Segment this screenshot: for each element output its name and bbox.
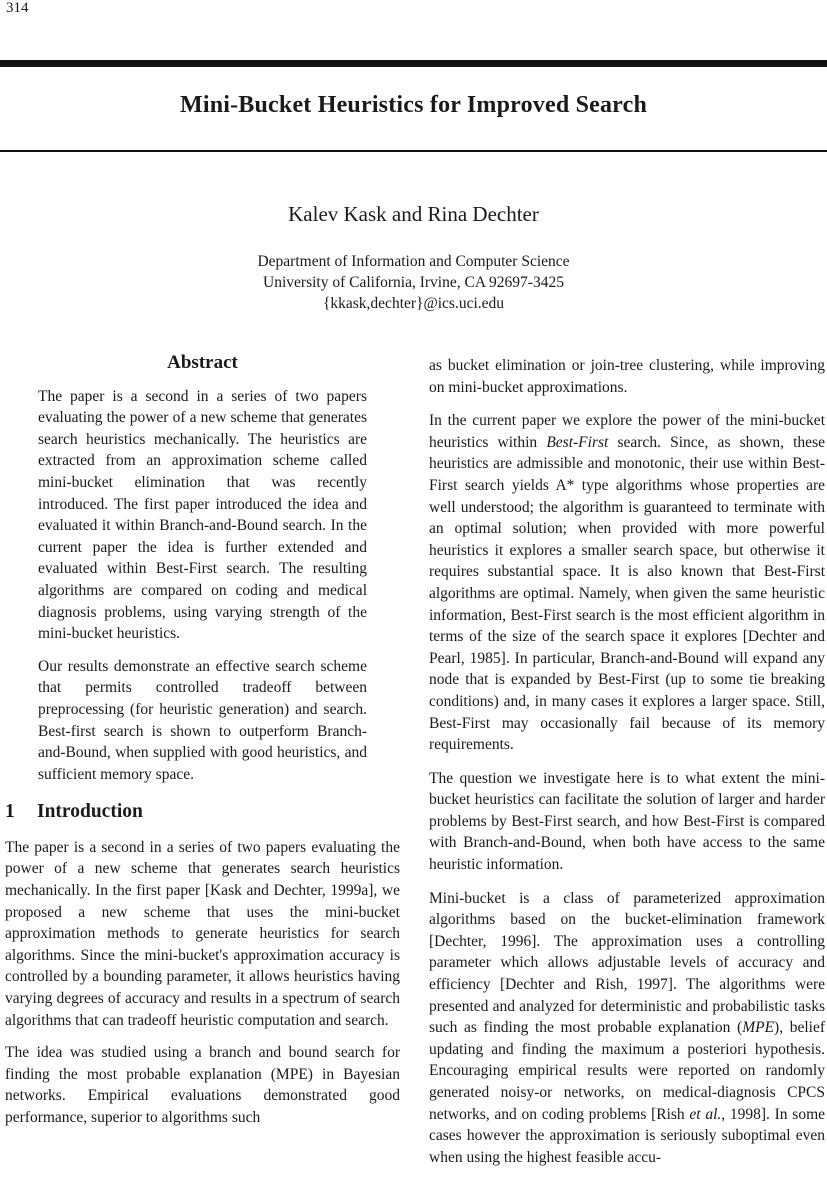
right-paragraph-3 (429, 888, 825, 1169)
affiliation-department: Department of Information and Computer Science (257, 253, 570, 270)
abstract-body (5, 386, 400, 786)
section-heading-introduction (5, 801, 400, 823)
page-number: 314 (6, 0, 29, 16)
right-paragraph-1 (429, 410, 825, 756)
text-run: ), belief updating and finding the maximum a posteriori hypothesis. Encouraging empirical results were reported on randomly generated noisy-or networks, on medical-diagnosis CPCS networks, and on coding problems [Rish (429, 1019, 825, 1123)
abstract-heading: Abstract (167, 352, 238, 373)
abstract-paragraph-1: The paper is a second in a series of two papers evaluating the power of a new scheme that generates search heuristics mechanically. The heuristics are extracted from an approximation scheme called mini-bucket elimination that was recently introduced. The first paper introduced the idea and evaluated it within Branch-and-Bound search. In the current paper the idea is further extended and evaluated within Best-First search. The resulting algorithms are compared on coding and medical diagnosis problems, using varying strength of the mini-bucket heuristics. (38, 387, 367, 643)
paper-title: Mini-Bucket Heuristics for Improved Search (179, 92, 648, 118)
text-run: In the current paper we explore the power of the mini-bucket heuristics within (429, 412, 825, 451)
top-thick-rule (0, 60, 827, 67)
intro-paragraph-1: The paper is a second in a series of two papers evaluating the power of a new scheme that generates search heuristics mechanically. In the first paper [Kask and Dechter, 1999a], we proposed a new scheme that uses the mini-bucket approximation methods to generate heuristics for search algorithms. Since the mini-bucket's approximation accuracy is controlled by a bounding parameter, it allows heuristics having varying degrees of accuracy and results in a spectrum of search algorithms that can tradeoff heuristic computation and search. (5, 838, 400, 1029)
text-run: Mini-bucket is a class of parameterized approximation algorithms based on the bucket-elimination framework [Dechter, 1996]. The approximation uses a controlling parameter which allows adjustable levels of accuracy and efficiency [Dechter and Rish, 1997]. The algorithms were presented and analyzed for deterministic and probabilistic tasks such as finding the most probable explanation ( (429, 889, 825, 1037)
right-paragraph-2: The question we investigate here is to what extent the mini-bucket heuristics can facilitate the solution of larger and harder problems by Best-First search, and how Best-First is compared with Branch-and-Bound, when both have access to the same heuristic information. (429, 769, 825, 874)
text-run: , 1998]. In some cases however the approximation is seriously suboptimal even when using the highest feasible accu- (429, 1105, 826, 1166)
emphasis-best-first: Best-First (546, 433, 609, 451)
emphasis-mpe: MPE (742, 1019, 775, 1037)
section-number: 1 (5, 801, 15, 823)
affiliation (0, 251, 827, 314)
affiliation-university: University of California, Irvine, CA 92697-3425 (263, 274, 564, 291)
section-title: Introduction (37, 801, 143, 823)
right-paragraph-0: as bucket elimination or join-tree clustering, while improving on mini-bucket approximations. (429, 357, 825, 396)
authors: Kalev Kask and Rina Dechter (288, 202, 539, 226)
emphasis-et-al: et al. (689, 1105, 722, 1123)
affiliation-email: {kkask,dechter}@ics.uci.edu (322, 295, 505, 312)
right-column (429, 355, 825, 1180)
left-column (5, 352, 400, 1140)
title-thin-rule (0, 150, 827, 152)
abstract-paragraph-2: Our results demonstrate an effective search scheme that permits controlled tradeoff between preprocessing (for heuristic generation) and search. Best-first search is shown to outperform Branch-and-Bound, when supplied with good heuristics, and sufficient memory space. (38, 657, 367, 783)
intro-paragraph-2: The idea was studied using a branch and bound search for finding the most probable explanation (MPE) in Bayesian networks. Empirical evaluations demonstrated good performance, superior to algorithms such (5, 1044, 400, 1126)
text-run: search. Since, as shown, these heuristics are admissible and monotonic, their use within Best-First search yields A* type algorithms whose properties are well understood; the algorithm is guaranteed to terminate with an optimal solution; when provided with more powerful heuristics it explores a smaller search space, but otherwise it requires substantial space. It is also known that Best-First algorithms are optimal. Namely, when given the same heuristic information, Best-First search is the most efficient algorithm in terms of the size of the search space it explores [Dechter and Pearl, 1985]. In particular, Branch-and-Bound will expand any node that is expanded by Best-First (up to some tie breaking conditions) and, in many cases it explores a larger space. Still, Best-First may occasionally fail because of its memory requirements. (429, 433, 825, 754)
